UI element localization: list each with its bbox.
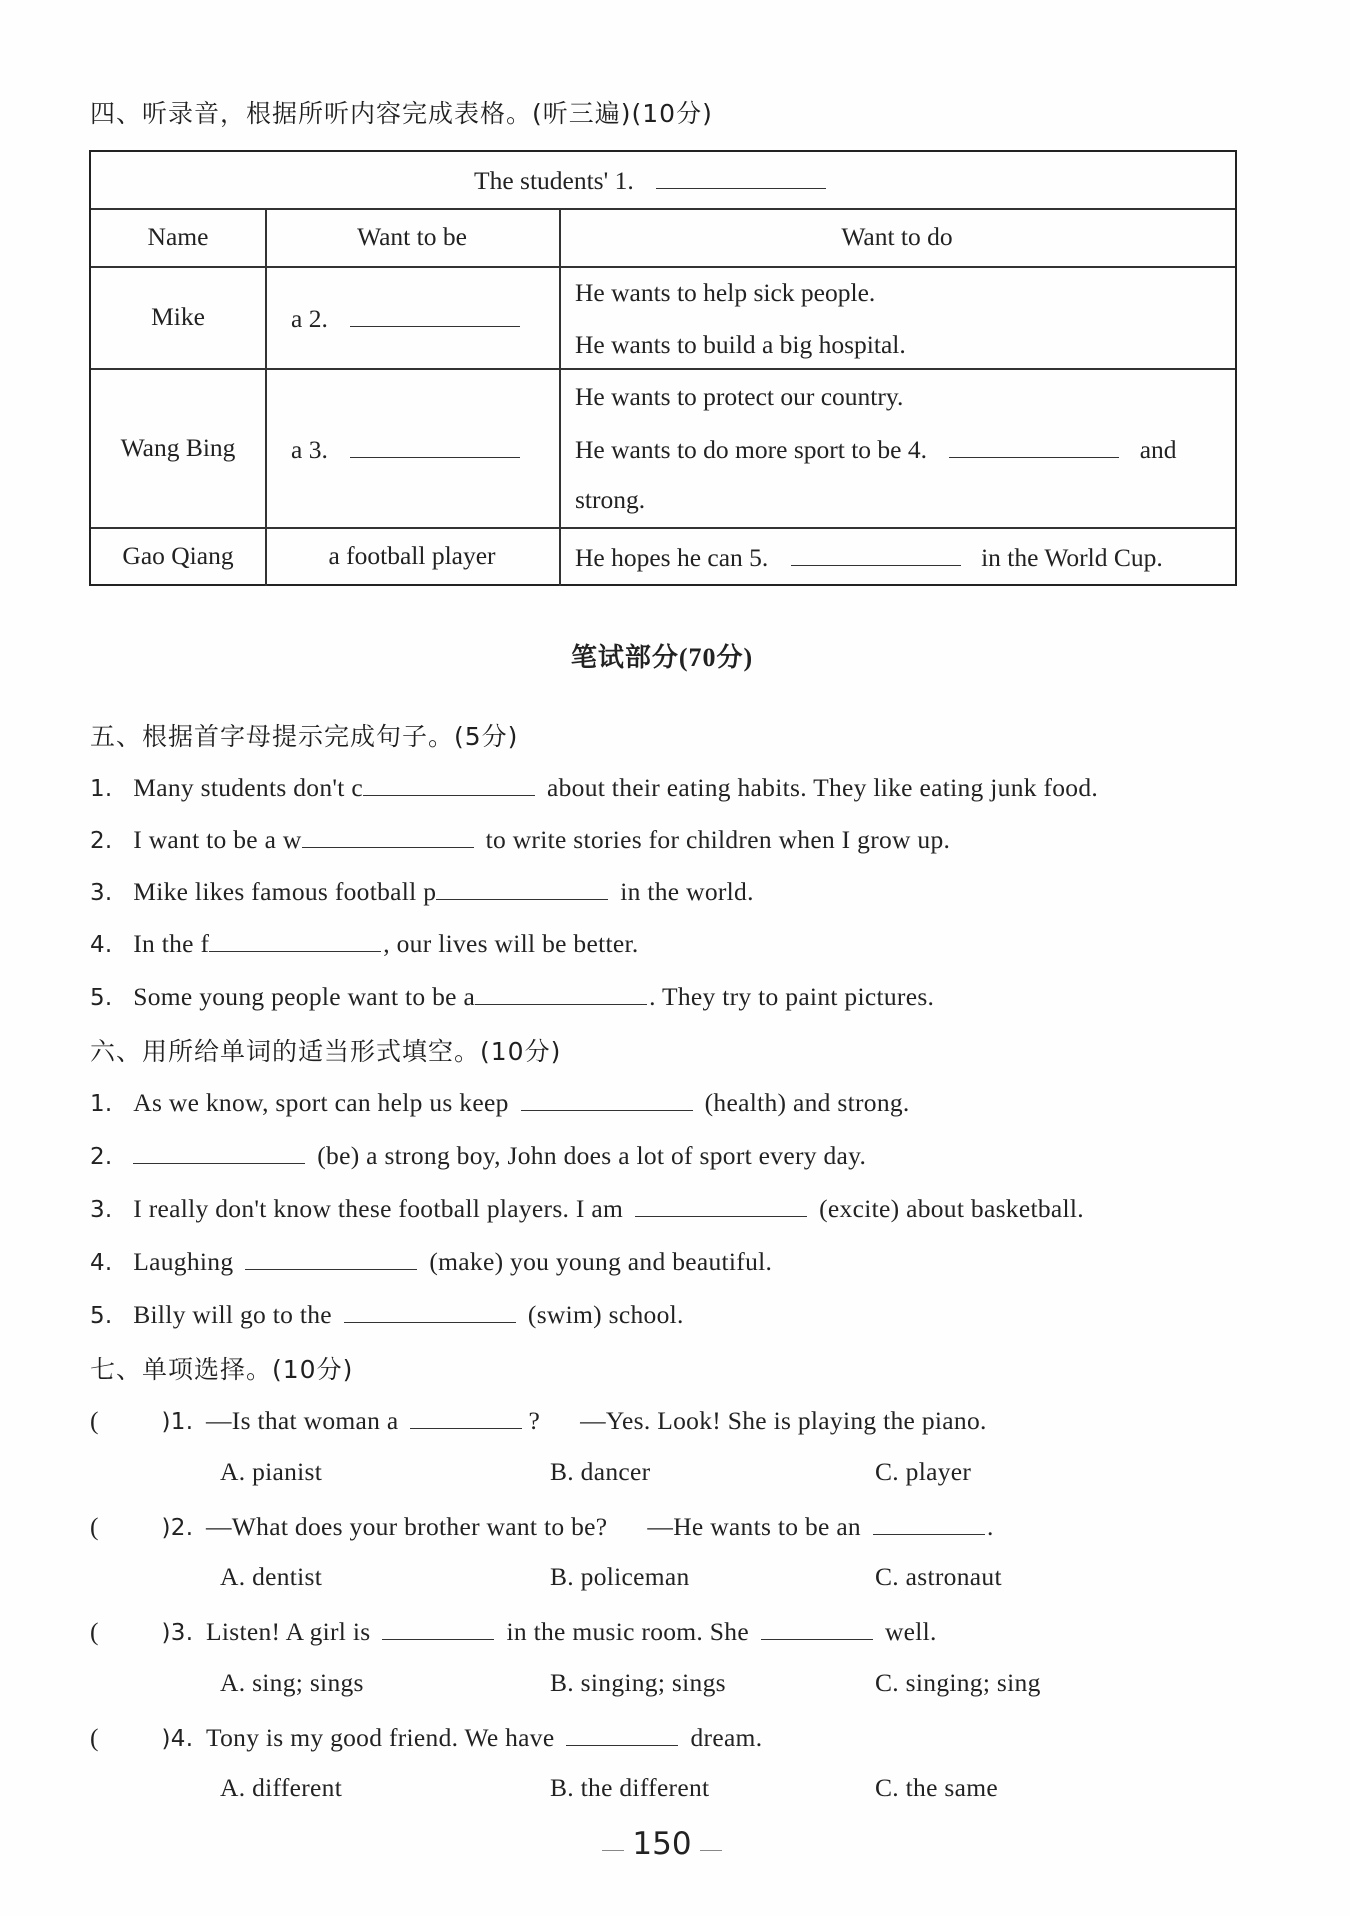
sec6-item-1: 1. As we know, sport can help us keep (health) and strong. — [90, 1088, 910, 1117]
answer-paren[interactable]: ( — [90, 1512, 99, 1541]
answer-paren[interactable]: ( — [90, 1617, 99, 1646]
row-wangbing-want-be: a 3. — [291, 433, 520, 465]
sec6-blank-1[interactable] — [521, 1086, 693, 1111]
sec5-item-3: 3. Mike likes famous football p in the world. — [90, 877, 754, 906]
sec5-item-2: 2. I want to be a w to write stories for children when I grow up. — [90, 825, 951, 854]
sec7-q1-blank[interactable] — [410, 1404, 522, 1429]
sec5-item-5: 5. Some young people want to be a . They try to paint pictures. — [90, 982, 935, 1011]
sec7-q1-option-a[interactable]: A. pianist — [220, 1457, 323, 1486]
sec7-question-3: ( )3. Listen! A girl is in the music room. She well. — [90, 1617, 937, 1646]
row-wangbing-do-1: He wants to protect our country. — [575, 382, 904, 411]
col-header-want-to-do: Want to do — [841, 222, 953, 251]
sec7-q2-blank[interactable] — [873, 1510, 985, 1535]
sec7-q3-blank-2[interactable] — [761, 1615, 873, 1640]
sec7-question-1: ( )1. —Is that woman a ? —Yes. Look! She is playing the piano. — [90, 1406, 987, 1435]
listening-table — [89, 150, 1237, 586]
sec7-q4-option-b[interactable]: B. the different — [550, 1773, 710, 1802]
sec7-q2-option-b[interactable]: B. policeman — [550, 1562, 690, 1591]
row-gaoqiang-do: He hopes he can 5. in the World Cup. — [575, 543, 1163, 572]
sec6-item-4: 4. Laughing (make) you young and beautiful. — [90, 1247, 773, 1276]
sec7-q1-option-c[interactable]: C. player — [875, 1457, 972, 1486]
sec7-q4-blank[interactable] — [566, 1721, 678, 1746]
row-wangbing-do-3: strong. — [575, 485, 646, 514]
sec7-q3-option-b[interactable]: B. singing; sings — [550, 1668, 726, 1697]
section-4-heading: 四、听录音，根据所听内容完成表格。(听三遍)(10分) — [90, 99, 713, 128]
row-mike-name: Mike — [151, 302, 205, 331]
sec5-item-1: 1. Many students don't c about their eating habits. They like eating junk food. — [90, 773, 1099, 802]
section-5-heading: 五、根据首字母提示完成句子。(5分) — [90, 722, 519, 751]
sec7-q2-option-c[interactable]: C. astronaut — [875, 1562, 1002, 1591]
answer-blank-2[interactable] — [350, 302, 520, 327]
sec7-q3-option-c[interactable]: C. singing; sing — [875, 1668, 1041, 1697]
sec6-blank-2[interactable] — [133, 1139, 305, 1164]
col-header-want-to-be: Want to be — [357, 222, 467, 251]
row-wangbing-do-2: He wants to do more sport to be 4. and — [575, 435, 1177, 464]
sec7-question-2: ( )2. —What does your brother want to be? —He wants to be an . — [90, 1512, 994, 1541]
section-7-heading: 七、单项选择。(10分) — [90, 1355, 354, 1384]
answer-paren[interactable]: ( — [90, 1723, 99, 1752]
sec7-question-4: ( )4. Tony is my good friend. We have dream. — [90, 1723, 763, 1752]
row-mike-want-be: a 2. — [291, 302, 520, 334]
sec5-blank-5[interactable] — [475, 980, 647, 1005]
answer-blank-1[interactable] — [656, 164, 826, 189]
sec6-item-2: 2. (be) a strong boy, John does a lot of sport every day. — [90, 1141, 867, 1170]
sec6-blank-4[interactable] — [245, 1245, 417, 1270]
sec5-blank-4[interactable] — [209, 927, 381, 952]
answer-blank-3[interactable] — [350, 433, 520, 458]
sec7-q3-blank-1[interactable] — [382, 1615, 494, 1640]
row-wangbing-name: Wang Bing — [120, 433, 236, 462]
sec7-q4-option-c[interactable]: C. the same — [875, 1773, 998, 1802]
sec7-q2-option-a[interactable]: A. dentist — [220, 1562, 323, 1591]
table-title: The students' 1. — [474, 164, 826, 196]
sec6-blank-5[interactable] — [344, 1298, 516, 1323]
sec7-q1-option-b[interactable]: B. dancer — [550, 1457, 651, 1486]
col-header-name: Name — [147, 222, 209, 251]
page-number: 150 — [0, 1826, 1324, 1862]
sec6-item-5: 5. Billy will go to the (swim) school. — [90, 1300, 684, 1329]
sec6-blank-3[interactable] — [635, 1192, 807, 1217]
sec5-blank-3[interactable] — [436, 875, 608, 900]
answer-blank-5[interactable] — [791, 541, 961, 566]
sec5-blank-1[interactable] — [363, 771, 535, 796]
row-mike-do-1: He wants to help sick people. — [575, 278, 876, 307]
answer-paren[interactable]: ( — [90, 1406, 99, 1435]
sec5-item-4: 4. In the f , our lives will be better. — [90, 929, 639, 958]
section-6-heading: 六、用所给单词的适当形式填空。(10分) — [90, 1037, 562, 1066]
sec7-q3-option-a[interactable]: A. sing; sings — [220, 1668, 364, 1697]
row-gaoqiang-want-be: a football player — [328, 541, 496, 570]
sec5-blank-2[interactable] — [302, 823, 474, 848]
written-part-title: 笔试部分(70分) — [570, 643, 754, 672]
answer-blank-4[interactable] — [949, 433, 1119, 458]
row-mike-do-2: He wants to build a big hospital. — [575, 330, 906, 359]
sec7-q4-option-a[interactable]: A. different — [220, 1773, 343, 1802]
sec6-item-3: 3. I really don't know these football players. I am (excite) about basketball. — [90, 1194, 1084, 1223]
row-gaoqiang-name: Gao Qiang — [122, 541, 234, 570]
